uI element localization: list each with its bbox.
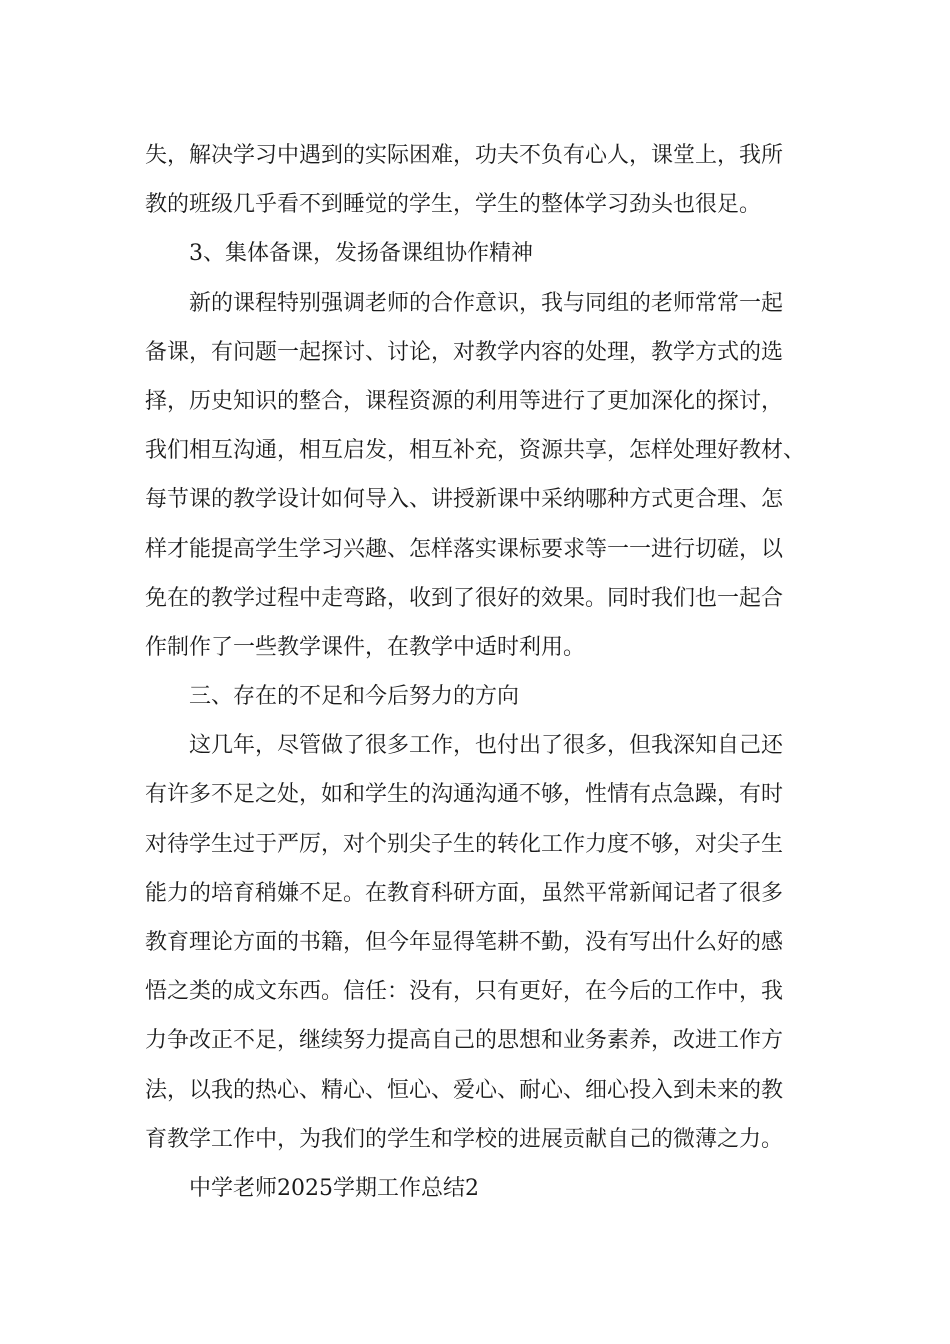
text-line: 教的班级几乎看不到睡觉的学生，学生的整体学习劲头也很足。: [145, 192, 762, 218]
text-line: 择，历史知识的整合，课程资源的利用等进行了更加深化的探讨，: [145, 388, 784, 414]
text-line: 对待学生过于严厉，对个别尖子生的转化工作力度不够，对尖子生: [145, 831, 784, 857]
text-line: 悟之类的成文东西。信任：没有，只有更好，在今后的工作中，我: [145, 979, 784, 1005]
text-line: 能力的培育稍嫌不足。在教育科研方面，虽然平常新闻记者了很多: [145, 880, 784, 906]
text-line: 力争改正不足，继续努力提高自己的思想和业务素养，改进工作方: [145, 1028, 784, 1054]
text-line: 免在的教学过程中走弯路，收到了很好的效果。同时我们也一起合: [145, 585, 784, 611]
text-line: 中学老师2025学期工作总结2: [189, 1175, 479, 1201]
text-line: 样才能提高学生学习兴趣、怎样落实课标要求等一一进行切磋，以: [145, 536, 784, 562]
text-line: 作制作了一些教学课件，在教学中适时利用。: [145, 634, 586, 660]
text-line: 每节课的教学设计如何导入、讲授新课中采纳哪种方式更合理、怎: [145, 487, 784, 513]
text-line: 3、集体备课，发扬备课组协作精神: [189, 241, 533, 267]
text-line: 有许多不足之处，如和学生的沟通沟通不够，性情有点急躁，有时: [145, 782, 784, 808]
text-line: 法，以我的热心、精心、恒心、爱心、耐心、细心投入到未来的教: [145, 1077, 784, 1103]
text-line: 我们相互沟通，相互启发，相互补充，资源共享，怎样处理好教材、: [145, 438, 806, 464]
text-line: 这几年，尽管做了很多工作，也付出了很多，但我深知自己还: [189, 733, 784, 759]
text-line: 备课，有问题一起探讨、讨论，对教学内容的处理，教学方式的选: [145, 339, 784, 365]
text-line: 新的课程特别强调老师的合作意识，我与同组的老师常常一起: [189, 290, 784, 316]
text-line: 育教学工作中，为我们的学生和学校的进展贡献自己的微薄之力。: [145, 1126, 784, 1152]
text-line: 教育理论方面的书籍，但今年显得笔耕不勤，没有写出什么好的感: [145, 930, 784, 955]
document-body: [145, 131, 835, 1213]
text-line: 三、存在的不足和今后努力的方向: [189, 684, 520, 710]
text-line: 失，解决学习中遇到的实际困难，功夫不负有心人，课堂上，我所: [145, 143, 784, 168]
